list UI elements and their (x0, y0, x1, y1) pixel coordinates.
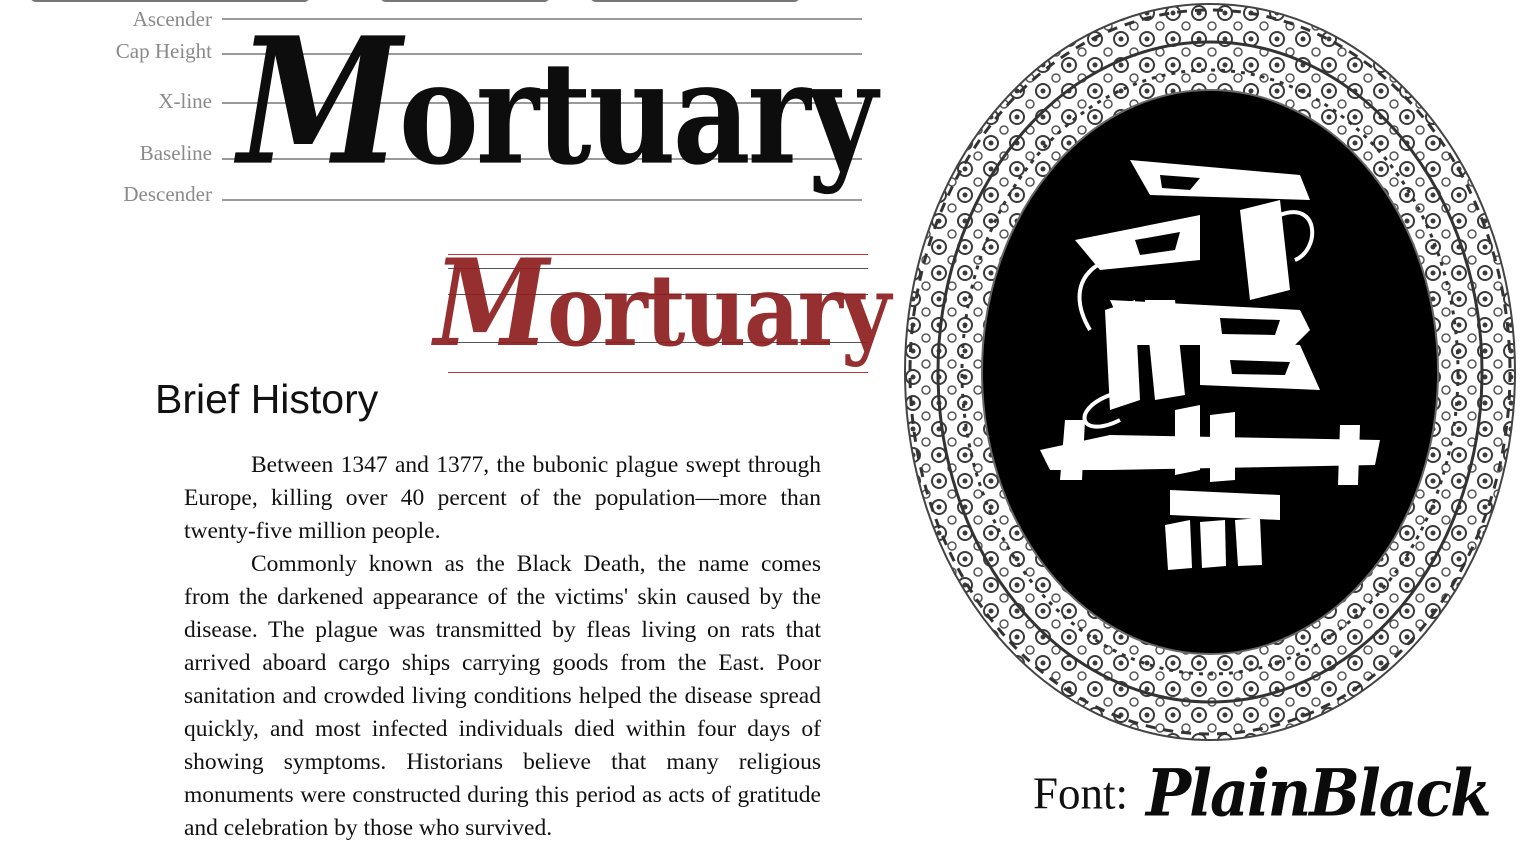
sample-word-black-rest: ortuary (398, 30, 875, 197)
guide-label-x-line: X-line (158, 89, 212, 113)
guide-label-descender: Descender (123, 182, 212, 206)
sample-word-red-initial: M (434, 232, 548, 374)
history-paragraph: Between 1347 and 1377, the bubonic plague swept through Europe, killing over 40 percent of the population—more than twenty-five million people. (184, 452, 821, 544)
history-body (184, 449, 821, 845)
sample-word-red-block (420, 232, 890, 376)
sample-word-red-rest: ortuary (547, 253, 890, 370)
lace-frame-monogram-icon (900, 0, 1520, 745)
font-caption (1033, 756, 1490, 832)
guide-label-baseline: Baseline (139, 141, 212, 165)
sample-word-red (434, 232, 890, 374)
type-anatomy-diagram (0, 0, 875, 215)
history-title: Brief History (155, 376, 379, 422)
font-caption-label: Font: (1033, 768, 1129, 819)
font-caption-name: PlainBlack (1146, 756, 1490, 832)
guide-label-cap-height: Cap Height (115, 39, 212, 63)
sample-word-black (238, 0, 875, 204)
guide-label-ascender: Ascender (132, 7, 212, 31)
sample-word-black-initial: M (238, 0, 399, 204)
history-paragraph: Commonly known as the Black Death, the name comes from the darkened appearance of the victims' skin caused by the disease. The plague was transmitted by fleas living on rats that arrived aboard cargo ships carrying goods from the East. Poor sanitation and crowded living conditions helped the disease spread quickly, and most infected individuals died within four days of showing symptoms. Historians believe that many religious monuments were constructed during this period as acts of gratitude and celebration by those who survived. (184, 551, 821, 841)
